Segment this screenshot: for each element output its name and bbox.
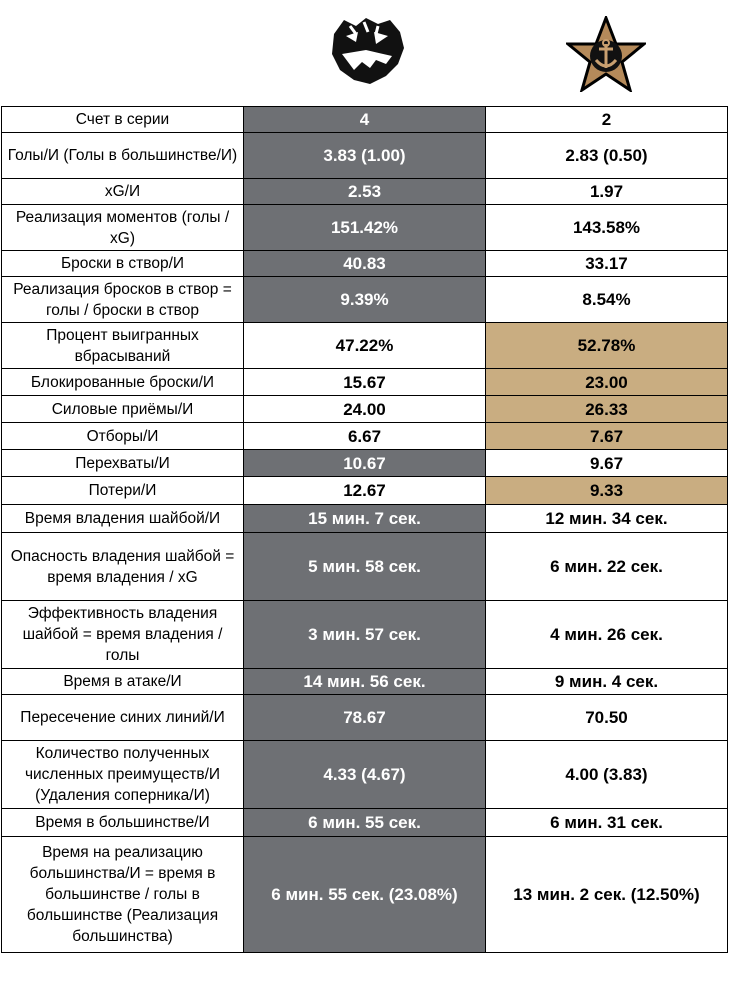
team-b-value: 4 мин. 26 сек. (486, 601, 728, 669)
stats-row (2, 423, 728, 450)
stat-label: Перехваты/И (2, 450, 244, 477)
team-b-value: 9.33 (486, 477, 728, 505)
team-a-value: 151.42% (244, 205, 486, 251)
team-b-value: 4.00 (3.83) (486, 741, 728, 809)
team-b-value: 6 мин. 22 сек. (486, 533, 728, 601)
stats-row (2, 669, 728, 695)
team-b-value: 1.97 (486, 179, 728, 205)
team-a-value: 5 мин. 58 сек. (244, 533, 486, 601)
stat-label: Эффективность владения шайбой = время владения / голы (2, 601, 244, 669)
team-a-value: 10.67 (244, 450, 486, 477)
team-a-value: 2.53 (244, 179, 486, 205)
stat-label: Реализация моментов (голы / xG) (2, 205, 244, 251)
bear-head-logo-icon (326, 14, 406, 86)
stat-label: Время владения шайбой/И (2, 505, 244, 533)
team-b-value: 52.78% (486, 323, 728, 369)
team-b-value: 9 мин. 4 сек. (486, 669, 728, 695)
team-a-value: 12.67 (244, 477, 486, 505)
stat-label: Реализация бросков в створ = голы / броски в створ (2, 277, 244, 323)
stat-label: Пересечение синих линий/И (2, 695, 244, 741)
stat-label: Отборы/И (2, 423, 244, 450)
stats-row (2, 179, 728, 205)
stat-label: Голы/И (Голы в большинстве/И) (2, 133, 244, 179)
team-b-value: 70.50 (486, 695, 728, 741)
team-b-value: 6 мин. 31 сек. (486, 809, 728, 837)
stats-row (2, 323, 728, 369)
team-b-value: 9.67 (486, 450, 728, 477)
stat-label: Время на реализацию большинства/И = время в большинстве / голы в большинстве (Реализация большинства) (2, 837, 244, 953)
team-a-value: 9.39% (244, 277, 486, 323)
team-a-value: 6.67 (244, 423, 486, 450)
stat-label: Время в атаке/И (2, 669, 244, 695)
stat-label: Опасность владения шайбой = время владения / xG (2, 533, 244, 601)
team-a-value: 14 мин. 56 сек. (244, 669, 486, 695)
stats-row (2, 277, 728, 323)
team-b-value: 2 (486, 107, 728, 133)
stat-label: Потери/И (2, 477, 244, 505)
series-stats-table (1, 106, 728, 953)
stat-label: Счет в серии (2, 107, 244, 133)
stat-label: Блокированные броски/И (2, 369, 244, 396)
team-b-value: 13 мин. 2 сек. (12.50%) (486, 837, 728, 953)
team-a-value: 6 мин. 55 сек. (244, 809, 486, 837)
team-a-value: 3 мин. 57 сек. (244, 601, 486, 669)
stat-label: Силовые приёмы/И (2, 396, 244, 423)
stats-row (2, 251, 728, 277)
stat-label: Процент выигранных вбрасываний (2, 323, 244, 369)
team-a-value: 15 мин. 7 сек. (244, 505, 486, 533)
stats-row (2, 741, 728, 809)
stat-label: xG/И (2, 179, 244, 205)
stats-row (2, 133, 728, 179)
team-a-value: 3.83 (1.00) (244, 133, 486, 179)
team-a-value: 15.67 (244, 369, 486, 396)
team-b-value: 33.17 (486, 251, 728, 277)
team-a-value: 24.00 (244, 396, 486, 423)
stats-row (2, 809, 728, 837)
team-a-value: 40.83 (244, 251, 486, 277)
stats-row (2, 837, 728, 953)
stats-row (2, 601, 728, 669)
team-a-value: 47.22% (244, 323, 486, 369)
stats-row (2, 450, 728, 477)
anchor-star-logo-icon (566, 16, 646, 92)
stat-label: Броски в створ/И (2, 251, 244, 277)
stats-row (2, 369, 728, 396)
team-b-value: 2.83 (0.50) (486, 133, 728, 179)
stats-row (2, 205, 728, 251)
team-b-value: 23.00 (486, 369, 728, 396)
team-b-value: 12 мин. 34 сек. (486, 505, 728, 533)
stats-row (2, 505, 728, 533)
team-b-value: 26.33 (486, 396, 728, 423)
stats-row (2, 396, 728, 423)
team-a-value: 6 мин. 55 сек. (23.08%) (244, 837, 486, 953)
stats-row (2, 477, 728, 505)
team-a-value: 78.67 (244, 695, 486, 741)
stats-row (2, 107, 728, 133)
stats-row (2, 695, 728, 741)
stat-label: Время в большинстве/И (2, 809, 244, 837)
stat-label: Количество полученных численных преимуществ/И (Удаления соперника/И) (2, 741, 244, 809)
team-logos-header (0, 0, 730, 105)
team-b-value: 7.67 (486, 423, 728, 450)
team-a-value: 4.33 (4.67) (244, 741, 486, 809)
stats-row (2, 533, 728, 601)
team-b-value: 143.58% (486, 205, 728, 251)
team-a-value: 4 (244, 107, 486, 133)
team-b-value: 8.54% (486, 277, 728, 323)
